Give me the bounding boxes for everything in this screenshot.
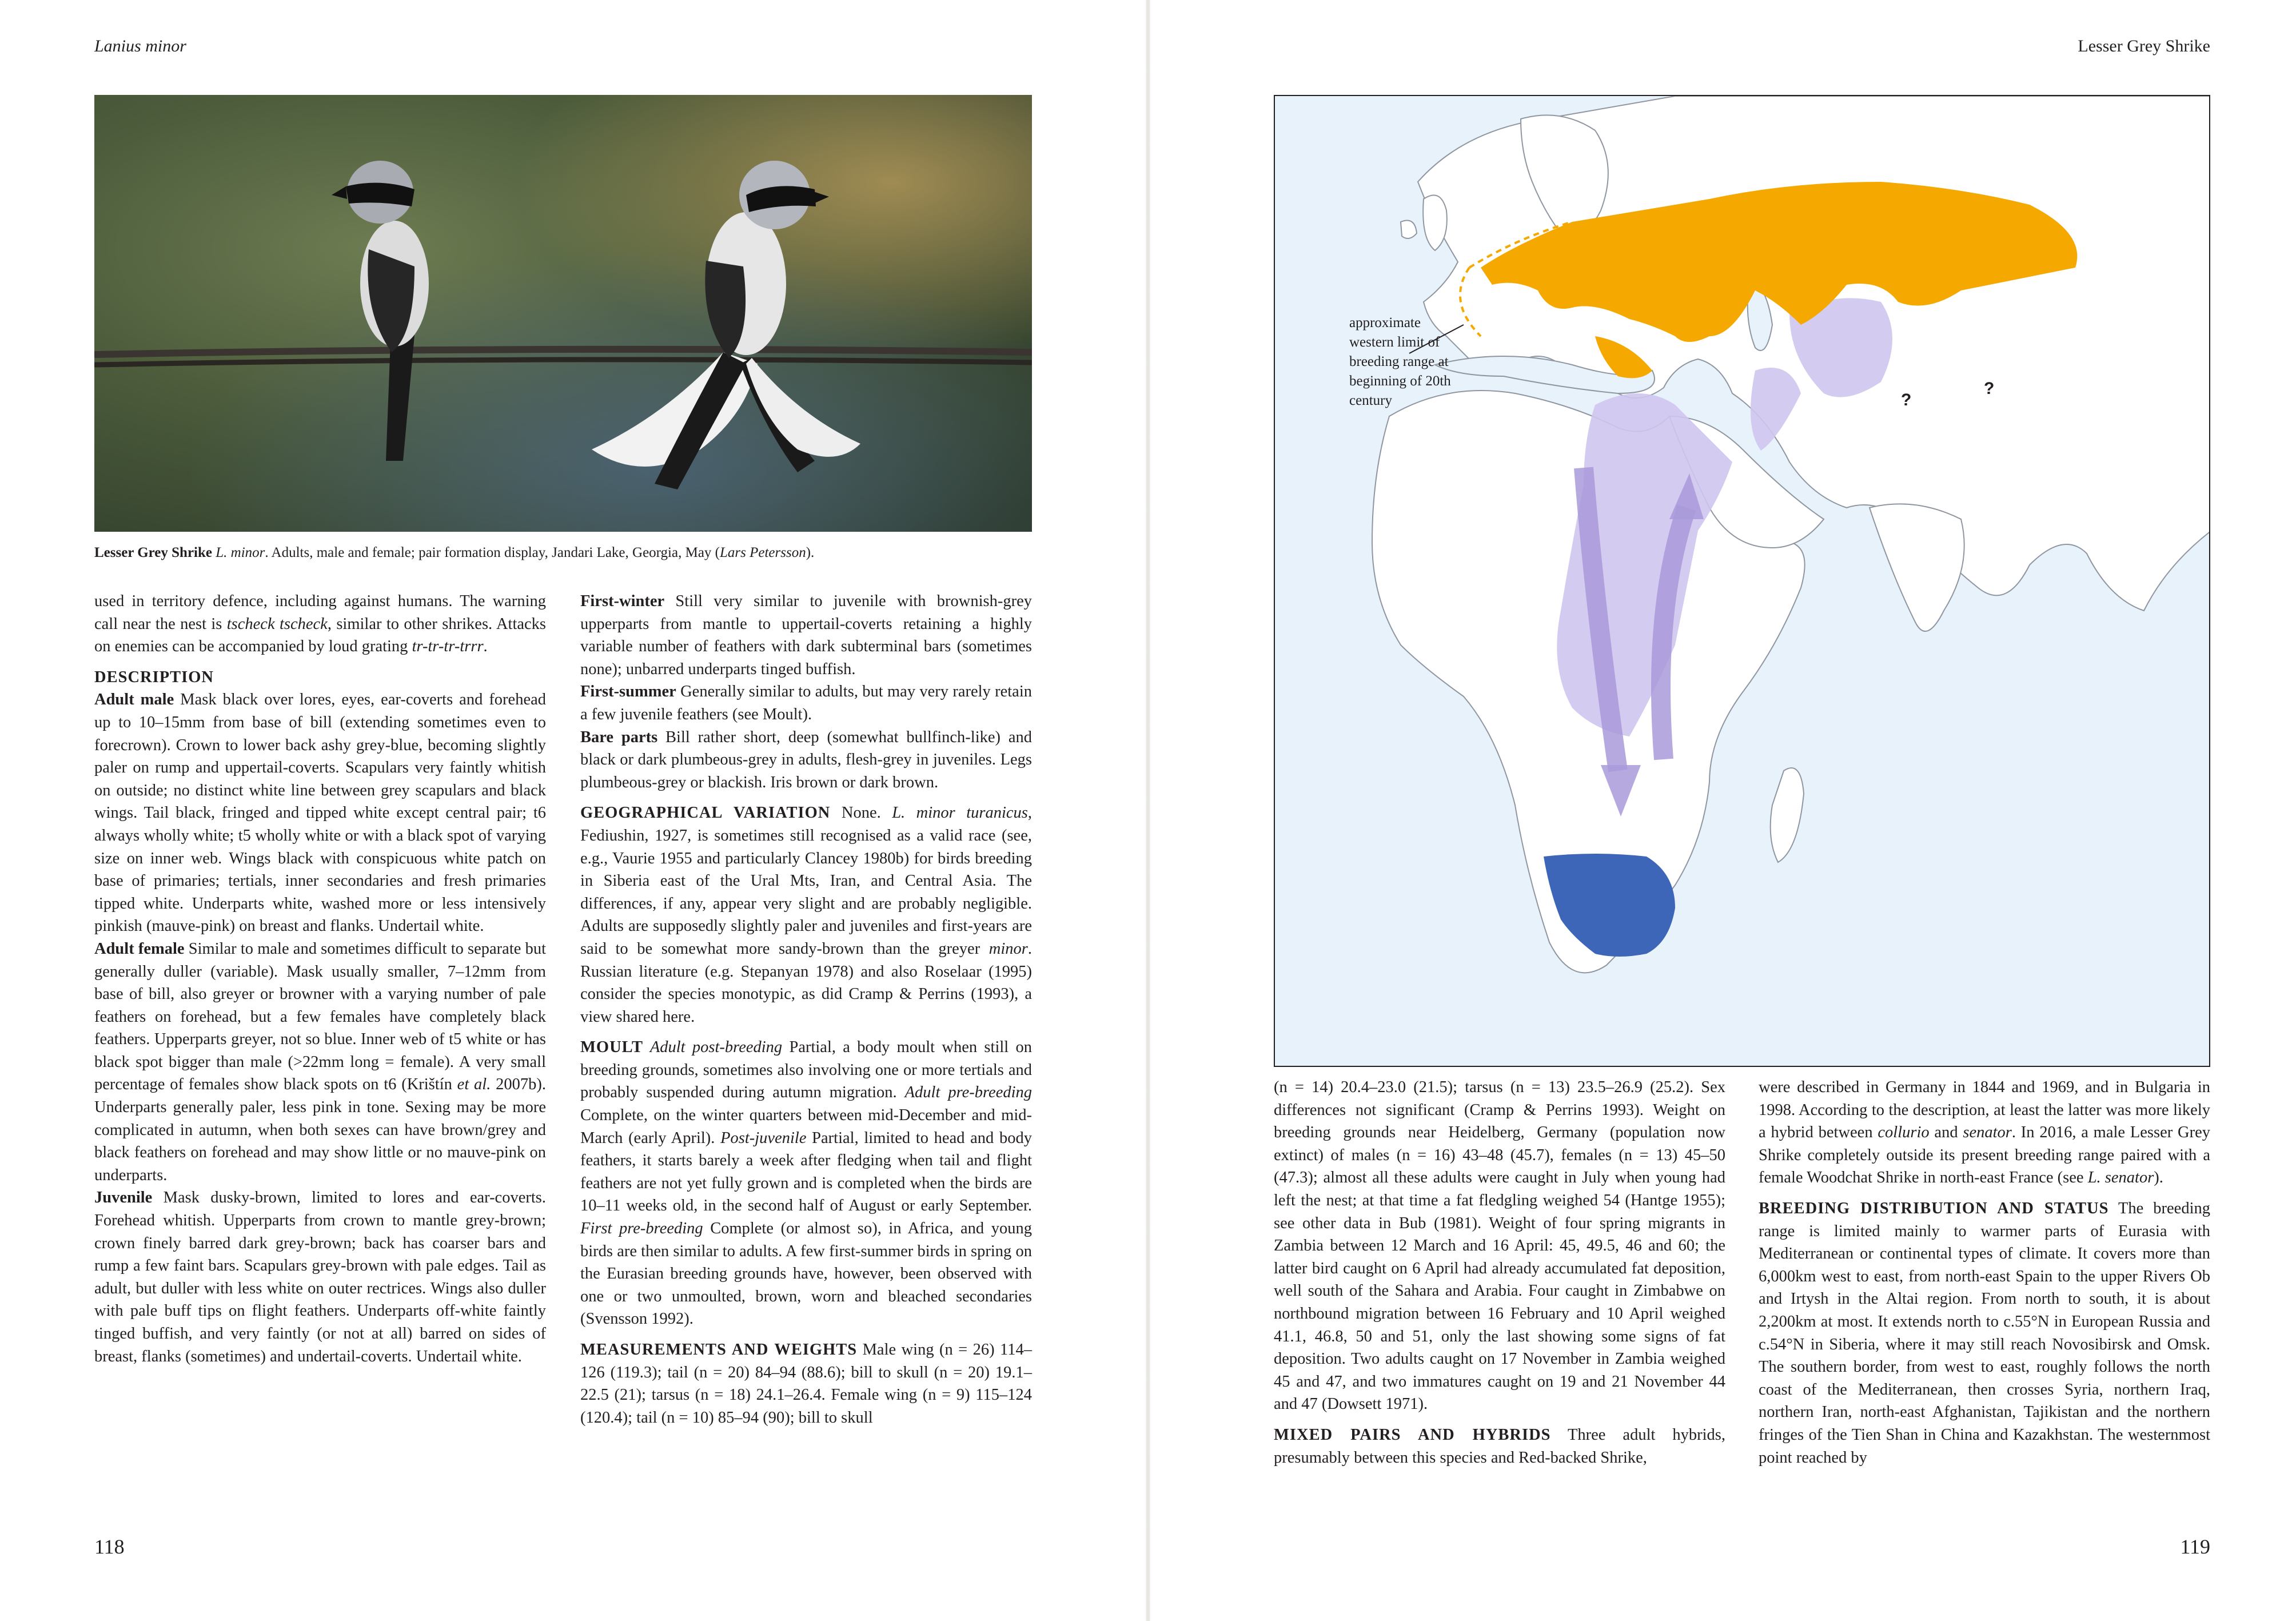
heading-description: DESCRIPTION bbox=[94, 668, 214, 686]
paragraph-bare-parts: Bare parts Bill rather short, deep (somewhat bullfinch-like) and black or dark plumbeous-grey in adults, flesh-grey in juveniles. Legs plumbeous-grey or blackish. Iris brown or dark brown. bbox=[580, 728, 1032, 791]
paragraph-hybrids: were described in Germany in 1844 and 1969, and in Bulgaria in 1998. According to the description, at least the latter was more likely a hybrid between collurio and senator. In 2016, a male Lesser Grey Shrike completely outside its present breeding range paired with a female Woodchat Shrike in north-east France (see L. senator). bbox=[1759, 1078, 2210, 1187]
book-gutter bbox=[1146, 0, 1150, 1621]
running-head-right: Lesser Grey Shrike bbox=[2078, 37, 2210, 55]
paragraph-weights: (n = 14) 20.4–23.0 (21.5); tarsus (n = 13) 23.5–26.9 (25.2). Sex differences not significant (Cramp & Perrins 1993). Weight on breeding grounds near Heidelberg, Germany (population now extinct) of males (n = 16) 43–48 (45.7), females (n = 13) 45–50 (47.3); almost all these adults were caught in July when young had left the nest; at that time a fat fledgling weighed 54 (Hantge 1955); see other data in Bub (1981). Weight of four spring migrants in Zambia between 12 March and 16 April: 45, 49.5, 46 and 60; the latter bird caught on 6 April had already accumulated fat deposition, well south of the Sahara and Arabia. Four caught in Zimbabwe on northbound migration between 16 February and 10 April weighed 41.1, 46.8, 50 and 51, only the last showing some signs of fat deposition. Two adults caught on 17 November in Zambia weighed 45 and 47, and two immatures caught on 19 and 21 November 44 and 47 (Dowsett 1971). bbox=[1274, 1078, 1725, 1413]
paragraph-measurements: MEASUREMENTS AND WEIGHTS Male wing (n = 26) 114–126 (119.3); tail (n = 20) 84–94 (88.6); bill to skull (n = 20) 19.1–22.5 (21); tarsus (n = 18) 24.1–26.4. Female wing (n = 9) 115–124 (120.4); tail (n = 10) 85–94 (90); bill to skull bbox=[580, 1341, 1032, 1427]
paragraph-geographical-variation: GEOGRAPHICAL VARIATION None. L. minor turanicus, Fediushin, 1927, is sometimes still recognised as a valid race (see, e.g., Vaurie 1955 and particularly Clancey 1980b) for birds breeding in Siberia east of the Ural Mts, Iran, and Central Asia. The differences, if any, appear very slight and are probably negligible. Adults are supposedly slightly paler and juveniles and first-years are said to be somewhat more sandy-brown than the greyer minor. Russian literature (e.g. Stepanyan 1978) and also Roselaar (1995) consider the species monotypic, as did Cramp & Perrins (1993), a view shared here. bbox=[580, 804, 1032, 1026]
map-question-mark-2: ? bbox=[1984, 379, 1995, 398]
distribution-map bbox=[1274, 95, 2210, 1067]
photo-caption bbox=[94, 543, 1032, 563]
caption-credit: Lars Petersson bbox=[720, 545, 806, 560]
left-column-1 bbox=[94, 590, 546, 1368]
caption-end: ). bbox=[806, 545, 815, 560]
left-column-2 bbox=[580, 590, 1032, 1429]
map-question-mark-1: ? bbox=[1901, 391, 1912, 409]
caption-sci: L. minor bbox=[216, 545, 265, 560]
paragraph-adult-female: Adult female Similar to male and sometimes difficult to separate but generally duller (variable). Mask usually smaller, 7–12mm from base of bill, also greyer or browner with a varying number of pale feathers on forehead, but a few females have completely black feathers. Upperparts greyer, not so blue. Inner web of t5 white or has black spot bigger than male (>22mm long = female). A very small percentage of females show black spots on t6 (Krištín et al. 2007b). Underparts generally paler, less pink in tone. Sexing may be more complicated in autumn, when both sexes can have brown/grey and black feathers on forehead and may show little or no mauve-pink on underparts. bbox=[94, 939, 546, 1184]
paragraph-moult: MOULT Adult post-breeding Partial, a body moult when still on breeding grounds, sometimes also involving one or more tertials and probably suspended during autumn migration. Adult pre-breeding Complete, on the winter quarters between mid-December and mid-March (early April). Post-juvenile Partial, limited to head and body feathers, it starts barely a week after fledging when tail and flight feathers are not yet fully grown and is completed when the birds are 10–11 weeks old, in the second half of August or early September. First pre-breeding Complete (or almost so), in Africa, and young birds are then similar to adults. A few first-summer birds in spring on the Eurasian breeding grounds have, however, been observed with one or two unmoulted, brown, worn and bleached secondaries (Svensson 1992). bbox=[580, 1038, 1033, 1328]
page-number-left: 118 bbox=[94, 1535, 125, 1558]
shrike-photo bbox=[94, 95, 1032, 532]
paragraph-first-summer: First-summer Generally similar to adults, but may very rarely retain a few juvenile feathers (see Moult). bbox=[580, 683, 1032, 723]
map-annotation: approximate western limit of breeding range at beginning of 20th century bbox=[1349, 315, 1451, 408]
paragraph-adult-male: Adult male Mask black over lores, eyes, ear-coverts and forehead up to 10–15mm from base of bill (extending sometimes even to forecrown). Crown to lower back ashy grey-blue, becoming slightly paler on rump and uppertail-coverts. Scapulars very faintly whitish on outside; no distinct white line between grey scapulars and black wings. Tail black, fringed and tipped white except central pair; t6 always wholly white; t5 wholly white or with a black spot of varying size on inner web. Wings black with conspicuous white patch on base of primaries; tertials, inner secondaries and fresh primaries tipped white. Underparts white, washed more or less intensively pinkish (mauve-pink) on breast and flanks. Undertail white. bbox=[94, 691, 546, 935]
paragraph-mixed-pairs: MIXED PAIRS AND HYBRIDS Three adult hybrids, presumably between this species and Red-backed Shrike, bbox=[1274, 1425, 1725, 1467]
right-column-1 bbox=[1274, 1076, 1725, 1469]
paragraph-juvenile: Juvenile Mask dusky-brown, limited to lores and ear-coverts. Forehead whitish. Upperparts from crown to mantle grey-brown; crown finely barred dark grey-brown; back has coarser bars and rump a few faint bars. Scapulars grey-brown with pale edges. Tail as adult, but duller with less white on outer rectrices. Wings also duller with pale buff tips on flight feathers. Underparts off-white faintly tinged buffish, and very faintly (or not at all) barred on sides of breast, flanks (sometimes) and undertail-coverts. Undertail white. bbox=[94, 1189, 546, 1365]
page-number-right: 119 bbox=[2180, 1535, 2210, 1558]
caption-species: Lesser Grey Shrike bbox=[94, 545, 213, 560]
caption-text: . Adults, male and female; pair formation display, Jandari Lake, Georgia, May ( bbox=[265, 545, 720, 560]
right-column-2 bbox=[1759, 1076, 2210, 1469]
paragraph-first-winter: First-winter Still very similar to juvenile with brownish-grey upperparts from mantle to uppertail-coverts retaining a highly variable number of feathers with dark subterminal bars (sometimes none); unbarred underparts tinged buffish. bbox=[580, 592, 1032, 678]
running-head-left: Lanius minor bbox=[94, 37, 186, 55]
paragraph-territory: used in territory defence, including against humans. The warning call near the nest is tscheck tscheck, similar to other shrikes. Attacks on enemies can be accompanied by loud grating tr-tr-tr-trrr. bbox=[94, 592, 547, 656]
paragraph-breeding-distribution: BREEDING DISTRIBUTION AND STATUS The breeding range is limited mainly to warmer parts of Eurasia with Mediterranean or continental types of climate. It covers more than 6,000km west to east, from north-east Spain to the upper Rivers Ob and Irtysh in the Altai region. From north to south, it is about 2,200km at most. It extends north to c.55°N in European Russia and c.54°N in Siberia, where it may still reach Novosibirsk and Omsk. The southern border, from west to east, roughly follows the north coast of the Mediterranean, then crosses Syria, northern Iraq, northern Iran, north-east Afghanistan, Tajikistan and the northern fringes of the Tien Shan in China and Kazakhstan. The westernmost point reached by bbox=[1759, 1199, 2210, 1467]
